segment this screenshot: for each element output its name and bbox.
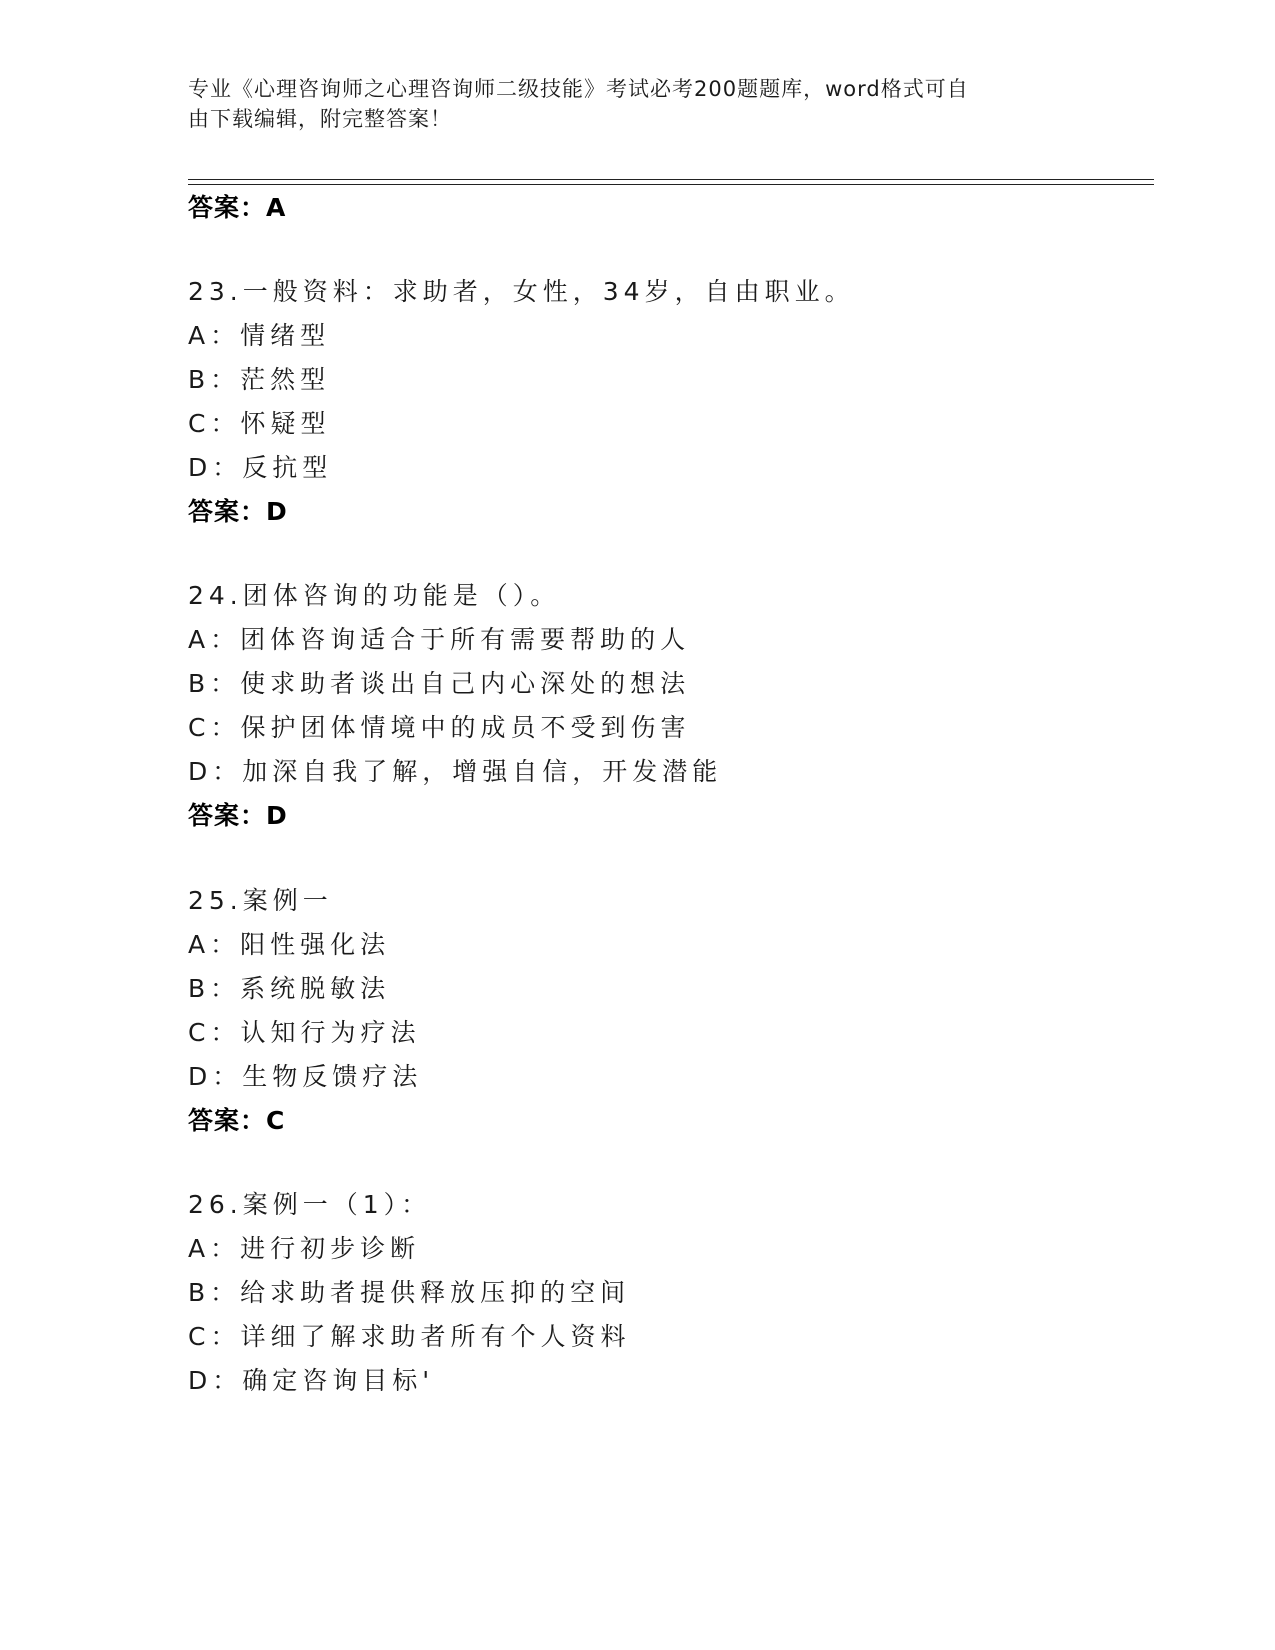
question-23-option-a: A：情绪型 — [188, 321, 331, 350]
answer-22: 答案：A — [188, 193, 287, 222]
question-26-stem: 26.案例一（1）： — [188, 1190, 432, 1219]
question-23-option-b: B：茫然型 — [188, 365, 331, 394]
question-25-stem: 25.案例一 — [188, 886, 333, 915]
header-line-1: 专业《心理咨询师之心理咨询师二级技能》考试必考200题题库，word格式可自 — [188, 77, 969, 101]
question-25-option-d: D：生物反馈疗法 — [188, 1062, 423, 1091]
question-24-answer: 答案：D — [188, 801, 288, 830]
question-23-stem: 23.一般资料：求助者，女性，34岁，自由职业。 — [188, 277, 855, 306]
question-26-option-d: D：确定咨询目标' — [188, 1366, 435, 1395]
question-25-option-a: A：阳性强化法 — [188, 930, 391, 959]
question-26-option-c: C：详细了解求助者所有个人资料 — [188, 1322, 631, 1351]
question-25-option-b: B：系统脱敏法 — [188, 974, 391, 1003]
question-25-option-c: C：认知行为疗法 — [188, 1018, 421, 1047]
question-24-option-a: A：团体咨询适合于所有需要帮助的人 — [188, 625, 691, 654]
document-header — [188, 74, 1088, 134]
header-divider-top — [188, 179, 1154, 180]
header-line-2: 由下载编辑，附完整答案！ — [188, 107, 452, 131]
question-23-option-d: D：反抗型 — [188, 453, 333, 482]
header-divider-bottom — [188, 184, 1154, 185]
question-24-option-d: D：加深自我了解，增强自信，开发潜能 — [188, 757, 723, 786]
question-23-option-c: C：怀疑型 — [188, 409, 331, 438]
question-23-answer: 答案：D — [188, 497, 288, 526]
question-24-stem: 24.团体咨询的功能是（）。 — [188, 581, 561, 610]
question-24-option-c: C：保护团体情境中的成员不受到伤害 — [188, 713, 691, 742]
question-26-option-a: A：进行初步诊断 — [188, 1234, 421, 1263]
question-25-answer: 答案：C — [188, 1106, 286, 1135]
question-24-option-b: B：使求助者谈出自己内心深处的想法 — [188, 669, 691, 698]
question-26-option-b: B：给求助者提供释放压抑的空间 — [188, 1278, 631, 1307]
